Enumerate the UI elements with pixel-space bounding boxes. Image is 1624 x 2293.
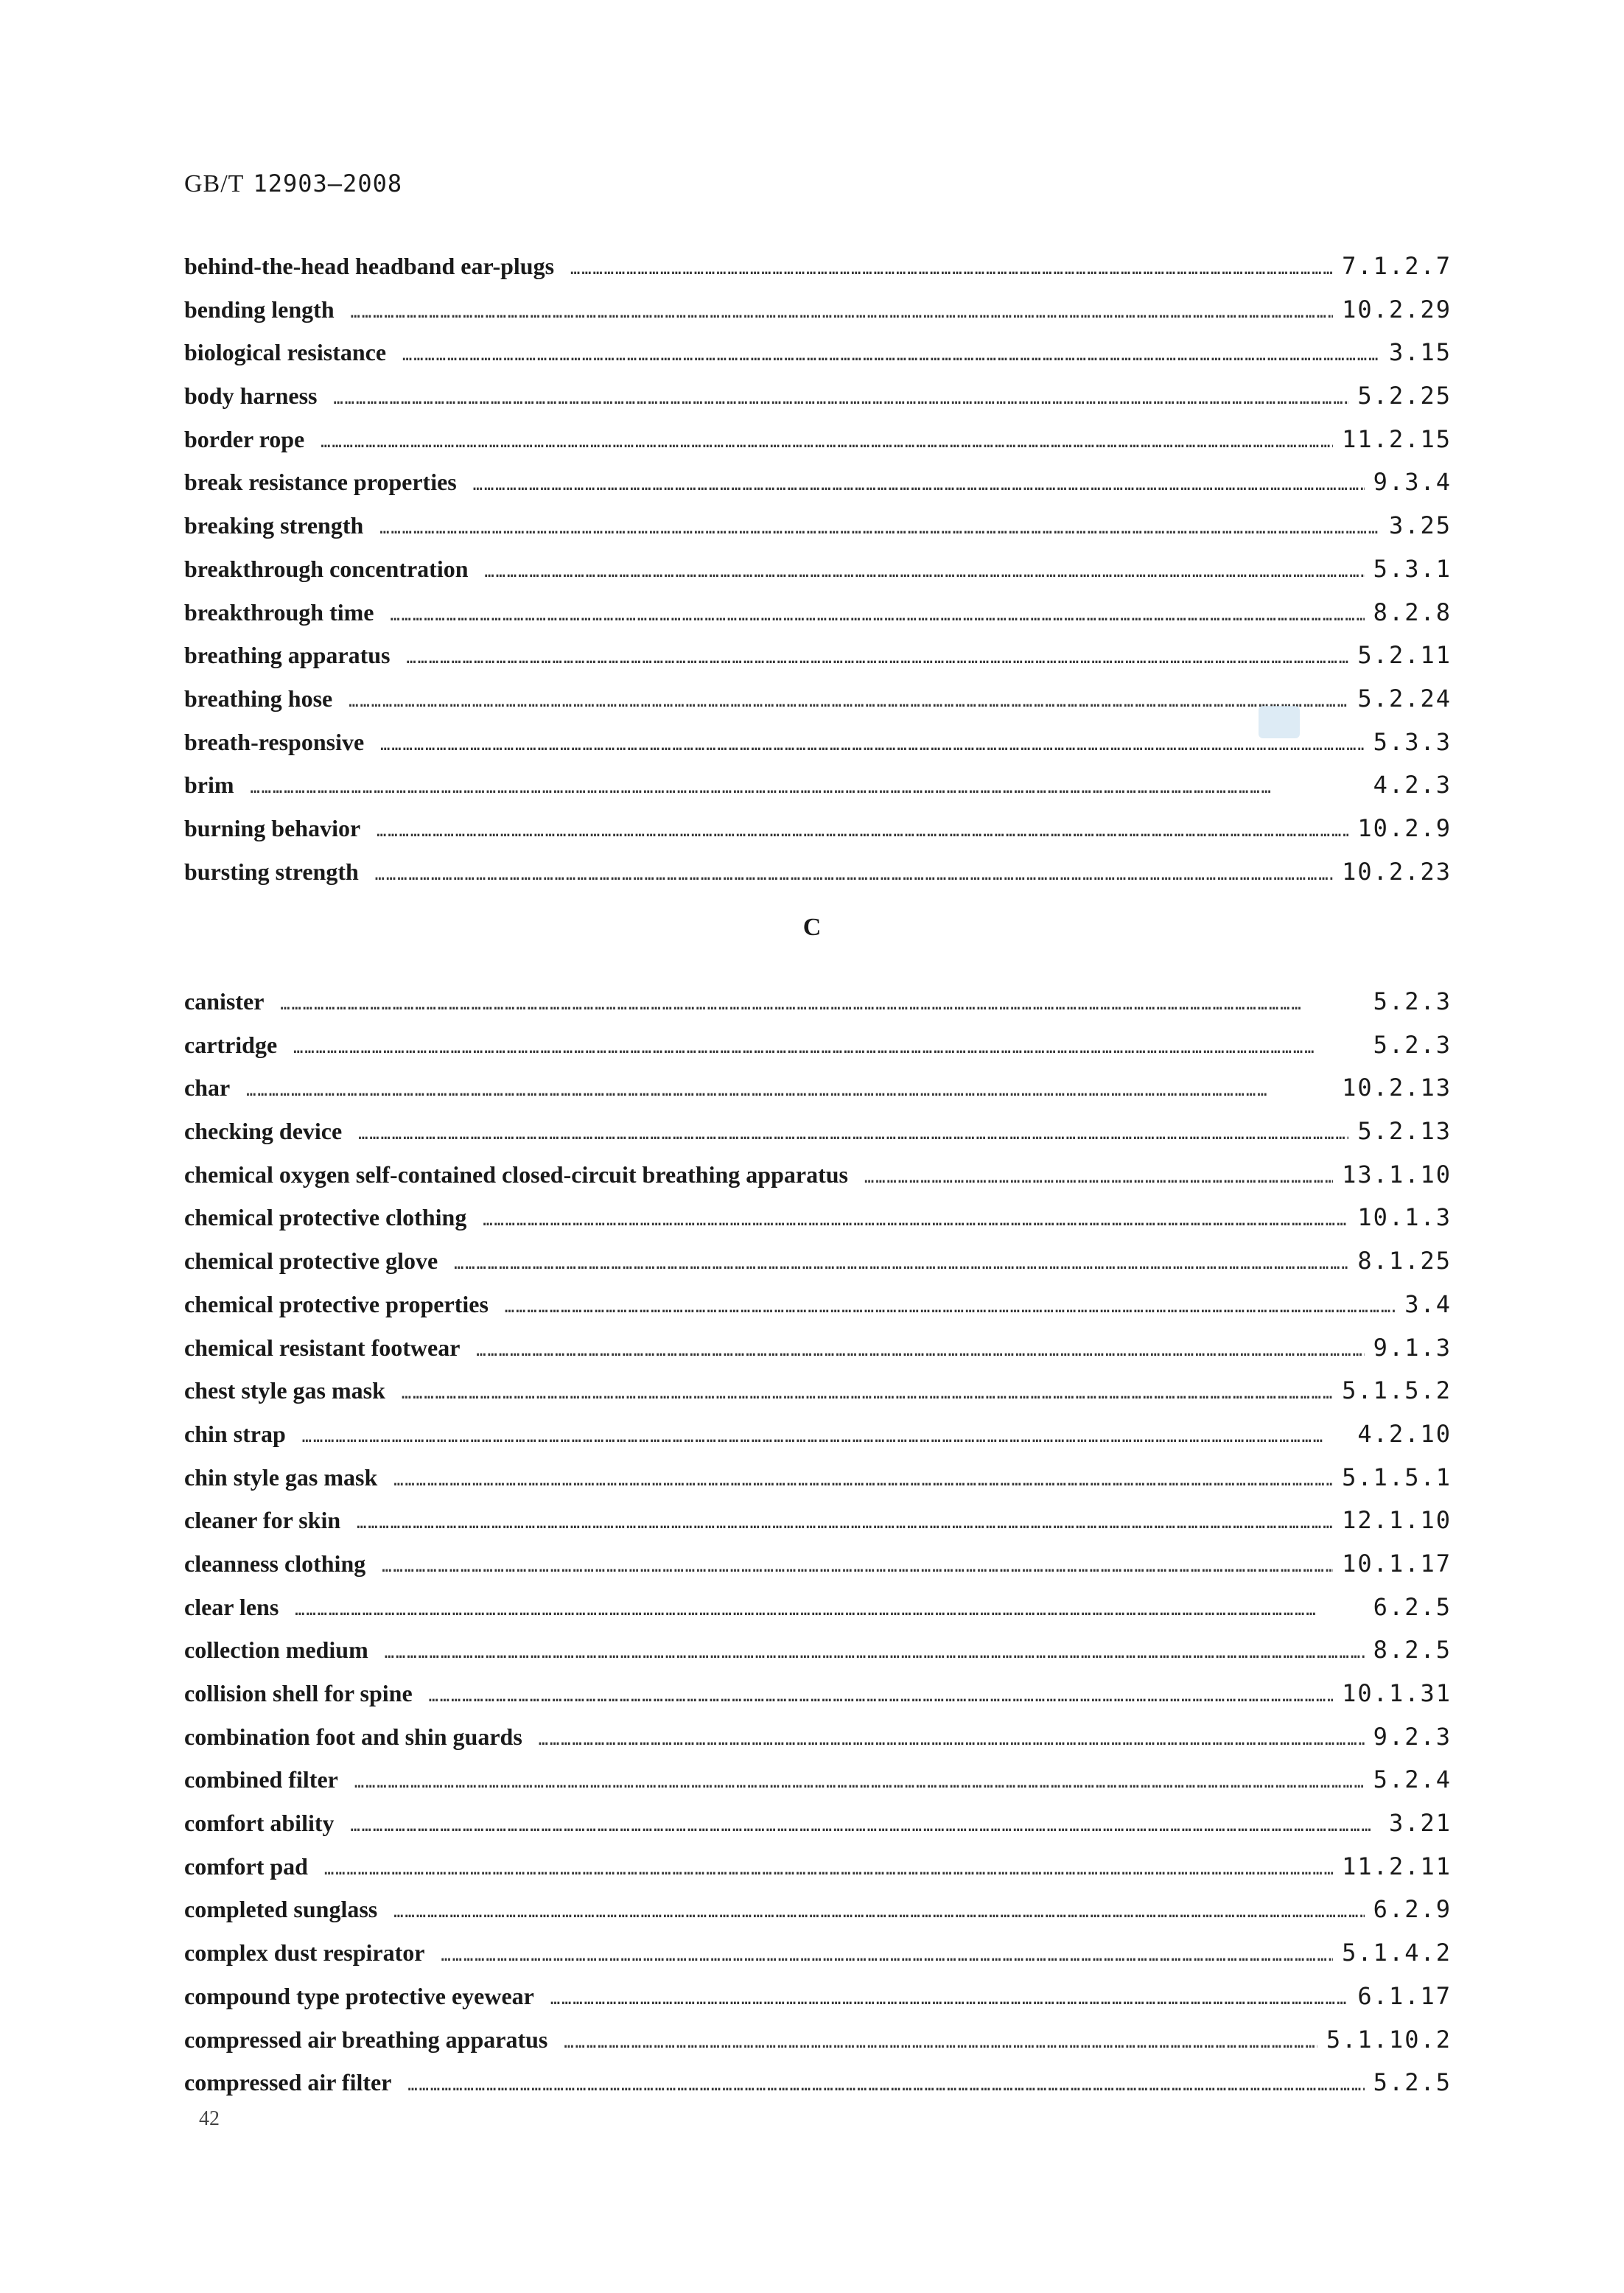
index-entry: [184, 1110, 1452, 1153]
entry-term: complex dust respirator: [184, 1939, 425, 1967]
entry-term: compound type protective eyewear: [184, 1982, 534, 2009]
entry-term: breakthrough concentration: [184, 555, 469, 582]
entry-reference: 10.1.17: [1342, 1549, 1452, 1578]
entry-term: combined filter: [184, 1766, 338, 1793]
dot-leader: [564, 2022, 1317, 2065]
index-entry: [184, 1628, 1452, 1672]
entry-reference: 5.1.4.2: [1342, 1939, 1452, 1967]
dot-leader: [393, 1891, 1364, 1935]
standard-number: 12903—2008: [253, 169, 403, 197]
entry-term: char: [184, 1074, 231, 1102]
index-entry: [184, 1802, 1452, 1845]
entry-term: chin style gas mask: [184, 1463, 378, 1491]
index-entry: [184, 288, 1452, 332]
dot-leader: [385, 1632, 1365, 1676]
entry-reference: 5.2.5: [1373, 2068, 1452, 2097]
dot-leader: [375, 854, 1333, 897]
dot-leader: [349, 681, 1348, 724]
dot-leader: [295, 1589, 1364, 1633]
entry-term: compressed air filter: [184, 2069, 392, 2096]
dot-leader: [570, 248, 1333, 292]
entry-reference: 5.1.10.2: [1326, 2025, 1452, 2054]
entry-reference: 10.1.31: [1342, 1679, 1452, 1707]
entry-term: breaking strength: [184, 512, 364, 539]
index-entry: [184, 1369, 1452, 1412]
index-entry: [184, 1975, 1452, 2018]
entry-reference: 11.2.15: [1342, 424, 1452, 453]
index-entry: [184, 1758, 1452, 1802]
entry-term: chemical oxygen self-contained closed-circuit breathing apparatus: [184, 1160, 848, 1188]
entry-term: completed sunglass: [184, 1896, 378, 1923]
entry-term: cleanness clothing: [184, 1550, 366, 1577]
index-entry: [184, 1066, 1452, 1110]
entry-term: chemical protective properties: [184, 1290, 489, 1317]
entry-reference: 3.21: [1388, 1809, 1452, 1838]
dot-leader: [302, 1416, 1349, 1460]
entry-term: collision shell for spine: [184, 1680, 413, 1706]
dot-leader: [357, 1502, 1333, 1546]
entry-reference: 13.1.10: [1342, 1160, 1452, 1188]
dot-leader: [382, 1546, 1333, 1589]
index-entry: [184, 374, 1452, 418]
entry-reference: 5.1.5.1: [1342, 1463, 1452, 1491]
section-letter-heading: C: [802, 914, 822, 941]
entry-term: behind-the-head headband ear-plugs: [184, 253, 555, 279]
index-entry: [184, 1931, 1452, 1975]
entry-reference: 5.3.1: [1373, 554, 1452, 583]
entry-term: combination foot and shin guards: [184, 1723, 522, 1750]
dot-leader: [246, 1070, 1333, 1113]
index-entry: [184, 1196, 1452, 1239]
dot-leader: [454, 1243, 1348, 1286]
index-entry: [184, 1542, 1452, 1586]
index-entry: [184, 2061, 1452, 2104]
index-entry: [184, 245, 1452, 288]
entry-term: comfort ability: [184, 1810, 335, 1837]
entry-reference: 12.1.10: [1342, 1506, 1452, 1535]
entry-reference: 5.3.3: [1373, 727, 1452, 756]
entry-reference: 10.1.3: [1357, 1203, 1452, 1232]
dot-leader: [379, 508, 1380, 551]
entry-term: brim: [184, 771, 234, 799]
entry-reference: 4.2.10: [1357, 1419, 1452, 1448]
entry-reference: 7.1.2.7: [1342, 252, 1452, 280]
dot-leader: [351, 1805, 1380, 1849]
entry-reference: 5.2.24: [1357, 684, 1452, 713]
index-entry: [184, 850, 1452, 894]
index-section-b: [184, 245, 1452, 893]
entry-term: biological resistance: [184, 339, 387, 366]
entry-term: chin strap: [184, 1420, 286, 1447]
entry-term: breathing hose: [184, 685, 333, 712]
entry-term: collection medium: [184, 1636, 368, 1664]
index-entry: [184, 2018, 1452, 2062]
standard-prefix: GB/T: [184, 170, 245, 197]
index-entry: [184, 1888, 1452, 1931]
entry-term: cartridge: [184, 1031, 278, 1058]
entry-reference: 10.2.9: [1357, 813, 1452, 842]
entry-reference: 6.2.5: [1373, 1592, 1452, 1621]
index-entry: [184, 547, 1452, 591]
entry-reference: 5.2.13: [1357, 1117, 1452, 1146]
dot-leader: [550, 1978, 1349, 2022]
dot-leader: [485, 551, 1365, 595]
entry-reference: 4.2.3: [1373, 771, 1452, 799]
entry-term: border rope: [184, 425, 305, 452]
dot-leader: [402, 1373, 1333, 1416]
index-entry: [184, 1715, 1452, 1759]
index-entry: [184, 591, 1452, 634]
entry-reference: 9.2.3: [1373, 1722, 1452, 1751]
index-entry: [184, 1499, 1452, 1542]
entry-reference: 5.2.3: [1373, 1030, 1452, 1059]
dot-leader: [354, 1762, 1365, 1805]
page-header: [184, 169, 402, 198]
entry-term: clear lens: [184, 1593, 279, 1620]
dot-leader: [358, 1113, 1348, 1157]
entry-reference: 5.1.5.2: [1342, 1376, 1452, 1405]
dot-leader: [483, 1200, 1348, 1243]
index-entry: [184, 1239, 1452, 1283]
index-entry: [184, 1153, 1452, 1197]
entry-term: breath-responsive: [184, 728, 365, 755]
index-section-c: [184, 980, 1452, 2104]
dot-leader: [334, 378, 1349, 421]
index-entry: [184, 504, 1452, 547]
entry-reference: 9.1.3: [1373, 1333, 1452, 1362]
entry-term: comfort pad: [184, 1852, 308, 1880]
dot-leader: [407, 2065, 1364, 2108]
entry-reference: 3.15: [1388, 338, 1452, 367]
entry-term: canister: [184, 988, 265, 1015]
entry-term: breakthrough time: [184, 598, 374, 626]
index-entry: [184, 1283, 1452, 1326]
entry-term: breathing apparatus: [184, 642, 391, 669]
entry-reference: 3.4: [1404, 1289, 1452, 1318]
dot-leader: [351, 292, 1334, 335]
entry-term: chest style gas mask: [184, 1377, 385, 1404]
entry-reference: 11.2.11: [1342, 1852, 1452, 1880]
dot-leader: [473, 464, 1365, 508]
entry-reference: 5.2.3: [1373, 987, 1452, 1015]
dot-leader: [380, 724, 1365, 768]
page-number: 42: [199, 2107, 220, 2130]
index-entry: [184, 763, 1452, 807]
dot-leader: [864, 1157, 1333, 1200]
entry-term: cleaner for skin: [184, 1507, 341, 1534]
dot-leader: [441, 1935, 1333, 1978]
index-entry: [184, 1412, 1452, 1456]
index-entry: [184, 1456, 1452, 1499]
dot-leader: [429, 1676, 1333, 1719]
dot-leader: [251, 767, 1365, 811]
entry-reference: 9.3.4: [1373, 468, 1452, 497]
entry-reference: 8.2.5: [1373, 1636, 1452, 1664]
entry-term: bending length: [184, 295, 335, 323]
entry-term: compressed air breathing apparatus: [184, 2026, 548, 2053]
index-entry: [184, 1845, 1452, 1888]
index-entry: [184, 1586, 1452, 1629]
index-entry: [184, 1672, 1452, 1715]
dot-leader: [280, 984, 1364, 1027]
watermark-logo: [1259, 706, 1300, 738]
entry-term: body harness: [184, 382, 318, 410]
entry-reference: 5.2.4: [1373, 1765, 1452, 1794]
entry-reference: 8.2.8: [1373, 598, 1452, 626]
dot-leader: [402, 335, 1380, 378]
entry-reference: 10.2.23: [1342, 857, 1452, 886]
index-entry: [184, 634, 1452, 677]
index-entry: [184, 418, 1452, 461]
entry-term: checking device: [184, 1118, 343, 1145]
entry-term: bursting strength: [184, 858, 359, 885]
entry-term: chemical protective glove: [184, 1247, 438, 1275]
entry-reference: 6.2.9: [1373, 1895, 1452, 1924]
entry-term: burning behavior: [184, 814, 361, 841]
index-entry: [184, 1326, 1452, 1370]
index-entry: [184, 331, 1452, 374]
dot-leader: [391, 595, 1365, 638]
entry-reference: 5.2.25: [1357, 382, 1452, 410]
index-entry: [184, 807, 1452, 850]
index-entry: [184, 1023, 1452, 1067]
index-entry: [184, 461, 1452, 504]
entry-reference: 10.2.29: [1342, 295, 1452, 323]
entry-reference: 10.2.13: [1342, 1074, 1452, 1102]
dot-leader: [293, 1027, 1365, 1071]
dot-leader: [324, 1849, 1333, 1892]
index-entry: [184, 980, 1452, 1023]
dot-leader: [406, 637, 1348, 681]
dot-leader: [505, 1286, 1396, 1330]
entry-term: chemical protective clothing: [184, 1204, 467, 1231]
entry-reference: 5.2.11: [1357, 641, 1452, 670]
dot-leader: [539, 1719, 1365, 1762]
entry-reference: 8.1.25: [1357, 1247, 1452, 1275]
dot-leader: [393, 1460, 1333, 1503]
dot-leader: [476, 1330, 1364, 1373]
entry-reference: 3.25: [1388, 511, 1452, 540]
entry-reference: 6.1.17: [1357, 1981, 1452, 2010]
entry-term: break resistance properties: [184, 469, 457, 496]
entry-term: chemical resistant footwear: [184, 1334, 461, 1361]
dot-leader: [377, 811, 1348, 854]
dot-leader: [321, 421, 1333, 465]
